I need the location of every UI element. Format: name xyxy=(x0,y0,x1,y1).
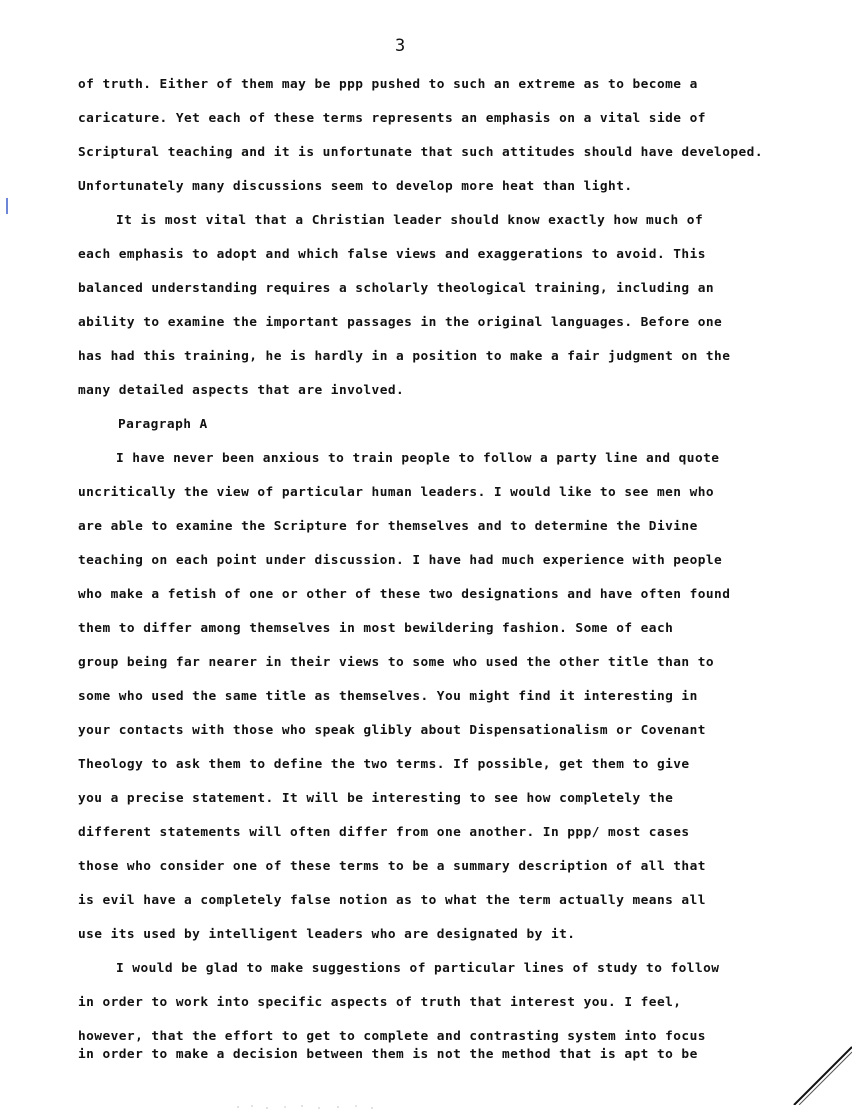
document-line-21: Theology to ask them to define the two terms. If possible, get them to give xyxy=(78,757,690,772)
paragraph-heading: Paragraph A xyxy=(118,417,208,432)
document-line-19: some who used the same title as themselves. You might find it interesting in xyxy=(78,689,698,704)
document-line-10: many detailed aspects that are involved. xyxy=(78,383,405,398)
document-line-4: Unfortunately many discussions seem to develop more heat than light. xyxy=(78,179,633,194)
document-line-18: group being far nearer in their views to some who used the other title than to xyxy=(78,655,715,670)
document-line-5: It is most vital that a Christian leader should know exactly how much of xyxy=(116,213,704,228)
page-number: 3 xyxy=(395,36,406,56)
document-line-8: ability to examine the important passages in the original languages. Before one xyxy=(78,315,723,330)
document-line-15: teaching on each point under discussion. I have had much experience with people xyxy=(78,553,723,568)
document-line-9: has had this training, he is hardly in a position to make a fair judgment on the xyxy=(78,349,731,364)
document-line-13: uncritically the view of particular human leaders. I would like to see men who xyxy=(78,485,715,500)
document-line-28: in order to work into specific aspects of truth that interest you. I feel, xyxy=(78,995,682,1010)
document-line-12: I have never been anxious to train people to follow a party line and quote xyxy=(116,451,720,466)
document-line-6: each emphasis to adopt and which false views and exaggerations to avoid. This xyxy=(78,247,706,262)
document-line-17: them to differ among themselves in most bewildering fashion. Some of each xyxy=(78,621,674,636)
document-line-24: those who consider one of these terms to be a summary description of all that xyxy=(78,859,706,874)
document-line-2: caricature. Yet each of these terms represents an emphasis on a vital side of xyxy=(78,111,706,126)
document-line-22: you a precise statement. It will be interesting to see how completely the xyxy=(78,791,674,806)
document-line-29: however, that the effort to get to complete and contrasting system into focus xyxy=(78,1029,706,1044)
document-line-30: in order to make a decision between them is not the method that is apt to be xyxy=(78,1047,698,1062)
document-line-7: balanced understanding requires a scholarly theological training, including an xyxy=(78,281,715,296)
corner-slash-mark xyxy=(776,1029,852,1105)
document-line-20: your contacts with those who speak glibly about Dispensationalism or Covenant xyxy=(78,723,706,738)
margin-mark xyxy=(6,198,8,214)
document-line-1: of truth. Either of them may be ppp pushed to such an extreme as to become a xyxy=(78,77,698,92)
document-line-27: I would be glad to make suggestions of particular lines of study to follow xyxy=(116,961,720,976)
document-line-14: are able to examine the Scripture for themselves and to determine the Divine xyxy=(78,519,698,534)
document-line-26: use its used by intelligent leaders who are designated by it. xyxy=(78,927,576,942)
document-line-23: different statements will often differ from one another. In ppp/ most cases xyxy=(78,825,690,840)
scan-noise xyxy=(230,1096,380,1104)
document-line-16: who make a fetish of one or other of these two designations and have often found xyxy=(78,587,731,602)
document-line-25: is evil have a completely false notion as to what the term actually means all xyxy=(78,893,706,908)
document-line-3: Scriptural teaching and it is unfortunate that such attitudes should have developed. xyxy=(78,145,763,160)
